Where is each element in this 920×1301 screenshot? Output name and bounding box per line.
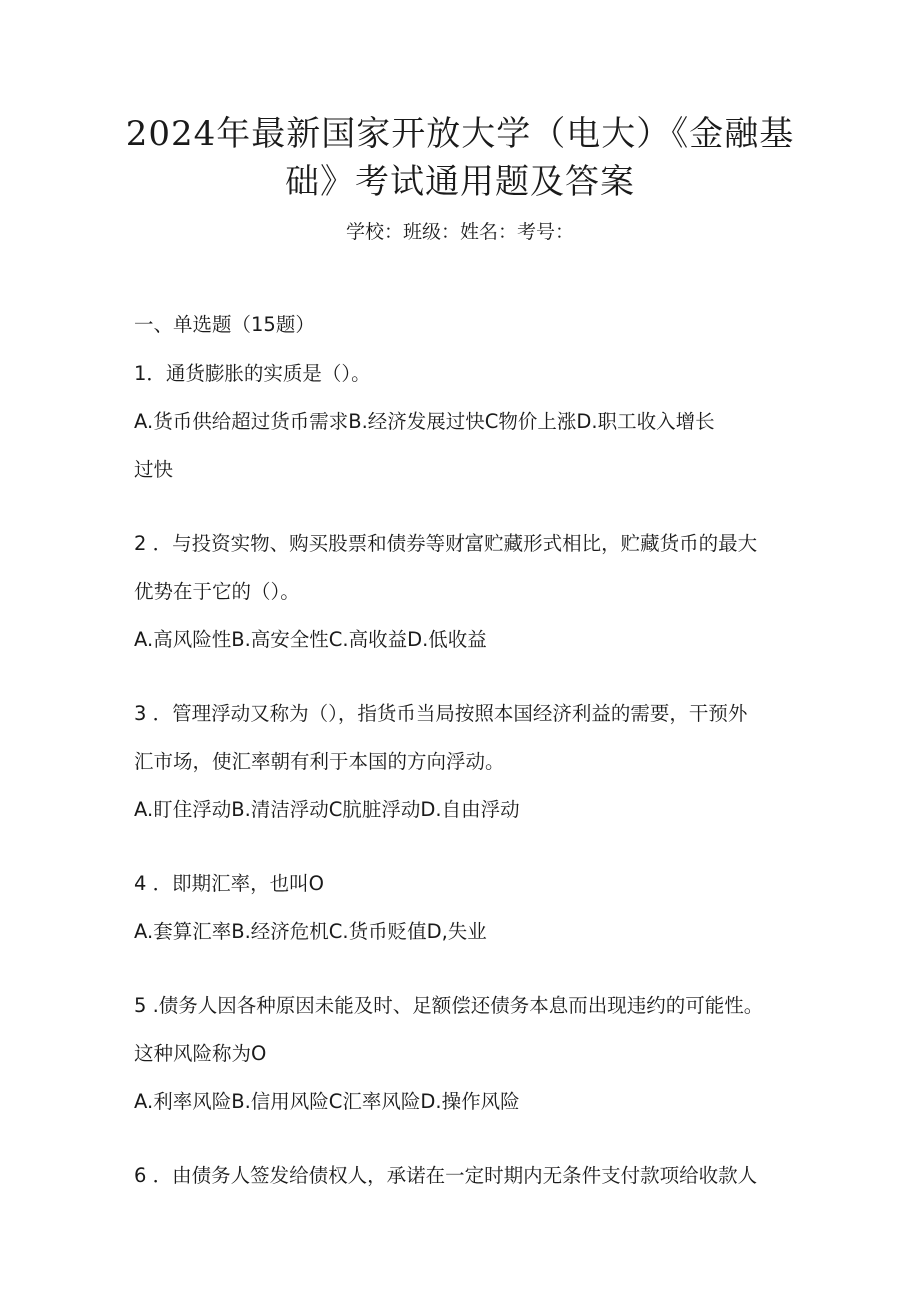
question-2-stem: 2 ．与投资实物、购买股票和债券等财富贮藏形式相比，贮藏货币的最大 — [134, 532, 758, 555]
question-1-stem: 1．通货膨胀的实质是（）。 — [134, 362, 371, 385]
question-6-stem: 6 ．由债务人签发给债权人，承诺在一定时期内无条件支付款项给收款人 — [134, 1164, 758, 1187]
student-info-line: 学校：班级：姓名：考号： — [345, 221, 574, 243]
question-3-options: A.盯住浮动B.清洁浮动C肮脏浮动D.自由浮动 — [134, 798, 520, 821]
question-4-stem: 4 ．即期汇率，也叫O — [134, 872, 324, 895]
question-3-stem-cont: 汇市场，使汇率朝有利于本国的方向浮动。 — [134, 750, 505, 773]
question-1-options: A.货币供给超过货币需求B.经济发展过快C物价上涨D.职工收入增长 — [134, 410, 715, 433]
document-title-line-2: 础》考试通用题及答案 — [285, 162, 635, 202]
question-1-options-cont: 过快 — [134, 458, 174, 481]
question-5-options: A.利率风险B.信用风险C汇率风险D.操作风险 — [134, 1090, 520, 1113]
question-2-stem-cont: 优势在于它的（）。 — [134, 580, 300, 603]
question-3-stem: 3 ．管理浮动又称为（），指货币当局按照本国经济利益的需要，干预外 — [134, 702, 748, 725]
section-heading: 一、单选题（15题） — [134, 313, 315, 336]
question-5-stem: 5 .债务人因各种原因未能及时、足额偿还债务本息而出现违约的可能性。 — [134, 994, 764, 1017]
document-title-line-1: 2024年最新国家开放大学（电大）《金融基 — [125, 114, 795, 154]
question-2-options: A.高风险性B.高安全性C.高收益D.低收益 — [134, 628, 487, 651]
question-5-stem-cont: 这种风险称为O — [134, 1042, 267, 1065]
question-4-options: A.套算汇率B.经济危机C.货币贬值D,失业 — [134, 920, 487, 943]
